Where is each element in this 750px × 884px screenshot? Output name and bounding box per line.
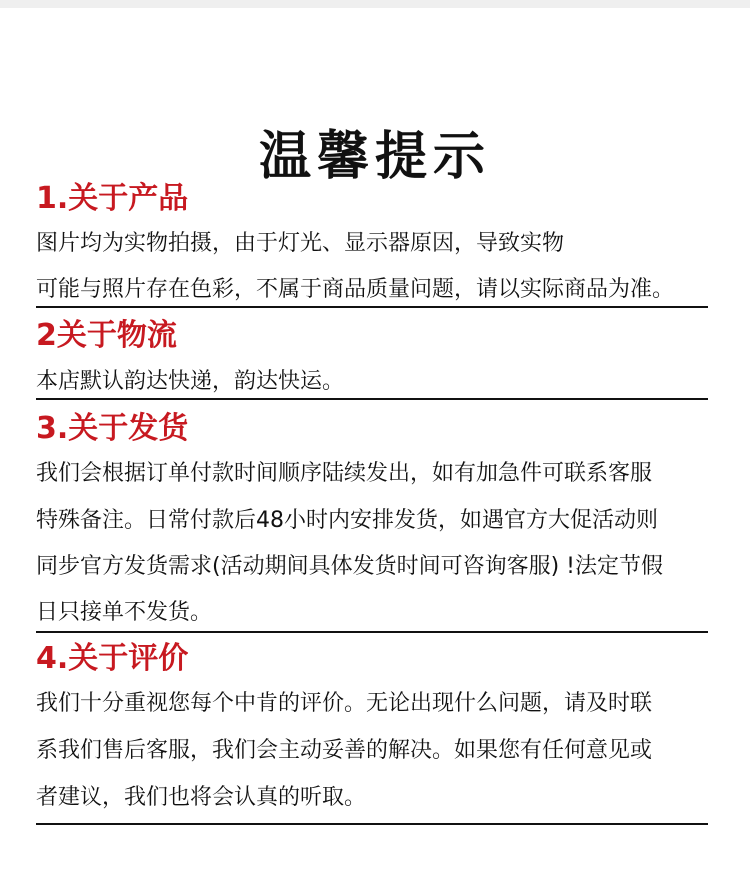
- section-heading-review: 4.关于评价: [36, 641, 189, 676]
- section-heading-product: 1.关于产品: [36, 181, 189, 216]
- section-review: [36, 641, 714, 810]
- divider-1: [36, 306, 708, 308]
- divider-4: [36, 823, 708, 825]
- shipping-line-2: 特殊备注。日常付款后48小时内安排发货，如遇官方大促活动则: [36, 508, 658, 533]
- section-shipping: [36, 411, 714, 625]
- review-line-2: 系我们售后客服，我们会主动妥善的解决。如果您有任何意见或: [36, 738, 653, 763]
- section-heading-logistics: 2关于物流: [36, 318, 177, 353]
- divider-2: [36, 398, 708, 400]
- review-line-1: 我们十分重视您每个中肯的评价。无论出现什么问题，请及时联: [36, 691, 653, 716]
- shipping-line-4: 日只接单不发货。: [36, 600, 213, 625]
- section-logistics: [36, 318, 714, 394]
- divider-3: [36, 631, 708, 633]
- section-product: [36, 181, 714, 302]
- top-strip: [0, 0, 750, 8]
- shipping-line-3: 同步官方发货需求(活动期间具体发货时间可咨询客服) !法定节假: [36, 554, 663, 579]
- logistics-line-1: 本店默认韵达快递，韵达快运。: [36, 369, 345, 394]
- review-line-3: 者建议，我们也将会认真的听取。: [36, 785, 367, 810]
- section-heading-shipping: 3.关于发货: [36, 411, 189, 446]
- page-title: 温馨提示: [258, 126, 491, 187]
- product-line-2: 可能与照片存在色彩，不属于商品质量问题，请以实际商品为准。: [36, 277, 675, 302]
- shipping-line-1: 我们会根据订单付款时间顺序陆续发出，如有加急件可联系客服: [36, 461, 653, 486]
- product-line-1: 图片均为实物拍摄，由于灯光、显示器原因，导致实物: [36, 231, 565, 256]
